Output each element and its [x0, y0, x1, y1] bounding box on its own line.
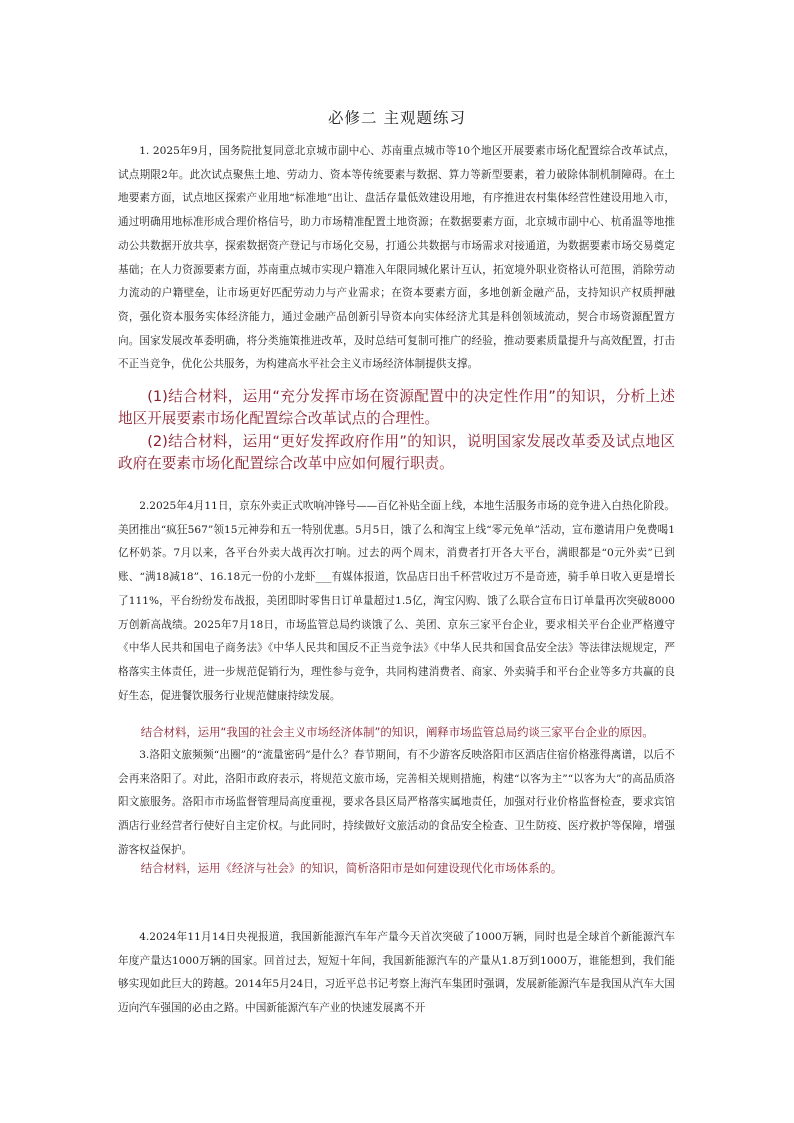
q1-sub1: (1)结合材料，运用“充分发挥市场在资源配置中的决定性作用”的知识，分析上述地区开展要素市场化配置综合改革试点的合理性。 [118, 388, 675, 427]
q2-question: 结合材料，运用“我国的社会主义市场经济体制”的知识，阐释市场监管总局约谈三家平台企业的原因。 [140, 725, 654, 739]
q4-material: 4.2024年11月14日央视报道，我国新能源汽车年产量今天首次突破了1000万辆，同时也是全球首个新能源汽车年度产量达1000万辆的国家。回首过去，短短十年间，我国新能源汽车的产量从1.8万到1000万，谁能想到，我们能够实现如此巨大的跨越。2014年5月24日，习近平总书记考察上海汽车集团时强调，发展新能源汽车是我国从汽车大国迈向汽车强国的必由之路。中国新能源汽车产业的快速发展离不开 [118, 931, 675, 1015]
q1-material: 1. 2025年9月，国务院批复同意北京城市副中心、苏南重点城市等10个地区开展要素市场化配置综合改革试点，试点期限2年。此次试点聚焦土地、劳动力、资本等传统要素与数据、算力等新型要素，着力破除体制机制障碍。在土地要素方面，试点地区探索产业用地“标准地”出让、盘活存量低效建设用地，有序推进农村集体经营性建设用地入市，通过明确用地标准形成合理价格信号，助力市场精准配置土地资源；在数据要素方面，北京城市副中心、杭甬温等地推动公共数据开放共享，探索数据资产登记与市场化交易，打通公共数据与市场需求对接通道，为数据要素市场交易奠定基础；在人力资源要素方面，苏南重点城市实现户籍准入年限同城化累计互认，拓宽境外职业资格认可范围，消除劳动力流动的户籍壁垒，让市场更好匹配劳动力与产业需求；在资本要素方面，多地创新金融产品，支持知识产权质押融资，强化资本服务实体经济能力，通过金融产品创新引导资本向实体经济尤其是科创领域流动，契合市场资源配置方向。国家发展改革委明确，将分类施策推进改革，及时总结可复制可推广的经验，推动要素质量提升与高效配置，打击不正当竞争，优化公共服务，为构建高水平社会主义市场经济体制提供支撑。 [118, 145, 675, 371]
q1-sub2: (2)结合材料，运用“更好发挥政府作用”的知识，说明国家发展改革委及试点地区政府在要素市场化配置综合改革中应如何履行职责。 [118, 433, 675, 472]
q2-material: 2.2025年4月11日，京东外卖正式吹响冲锋号——百亿补贴全面上线，本地生活服务市场的竞争进入白热化阶段。美团推出“疯狂567”领15元神券和五一特别优惠。5月5日，饿了么和淘宝上线“零元免单”活动，宣布邀请用户免费喝1亿杯奶茶。7月以来，各平台外卖大战再次打响。过去的两个周末，消费者打开各大平台，满眼都是“0元外卖”已到账、“满18减18”、16.18元一份的小龙虾___有媒体报道，饮品店日出千杯营收过万不是奇迹，骑手单日收入更是增长了111%，平台纷纷发布战报，美团即时零售日订单量超过1.5亿，淘宝闪购、饿了么联合宣布日订单量再次突破8000万创新高战绩。2025年7月18日，市场监管总局约谈饿了么、美团、京东三家平台企业，要求相关平台企业严格遵守《中华人民共和国电子商务法》《中华人民共和国反不正当竞争法》《中华人民共和国食品安全法》等法律法规规定，严格落实主体责任，进一步规范促销行为，理性参与竞争，共同构建消费者、商家、外卖骑手和平台企业等多方共赢的良好生态，促进餐饮服务行业规范健康持续发展。 [118, 500, 675, 702]
q3-question: 结合材料，运用《经济与社会》的知识，简析洛阳市是如何建设现代化市场体系的。 [140, 861, 563, 875]
page-title: 必修二 主观题练习 [328, 109, 466, 127]
q3-material: 3.洛阳文旅频频“出圈”的“流量密码”是什么？春节期间，有不少游客反映洛阳市区酒店住宿价格涨得离谱，以后不会再来洛阳了。对此，洛阳市政府表示，将规范文旅市场，完善相关规则措施，构建“以客为主”“以客为大”的高品质洛阳文旅服务。洛阳市市场监督管理局高度重视，要求各县区局严格落实属地责任，加强对行业价格监督检查，要求宾馆酒店行业经营者行使好自主定价权。与此同时，持续做好文旅活动的食品安全检查、卫生防疫、医疗救护等保障，增强游客权益保护。 [118, 749, 675, 856]
